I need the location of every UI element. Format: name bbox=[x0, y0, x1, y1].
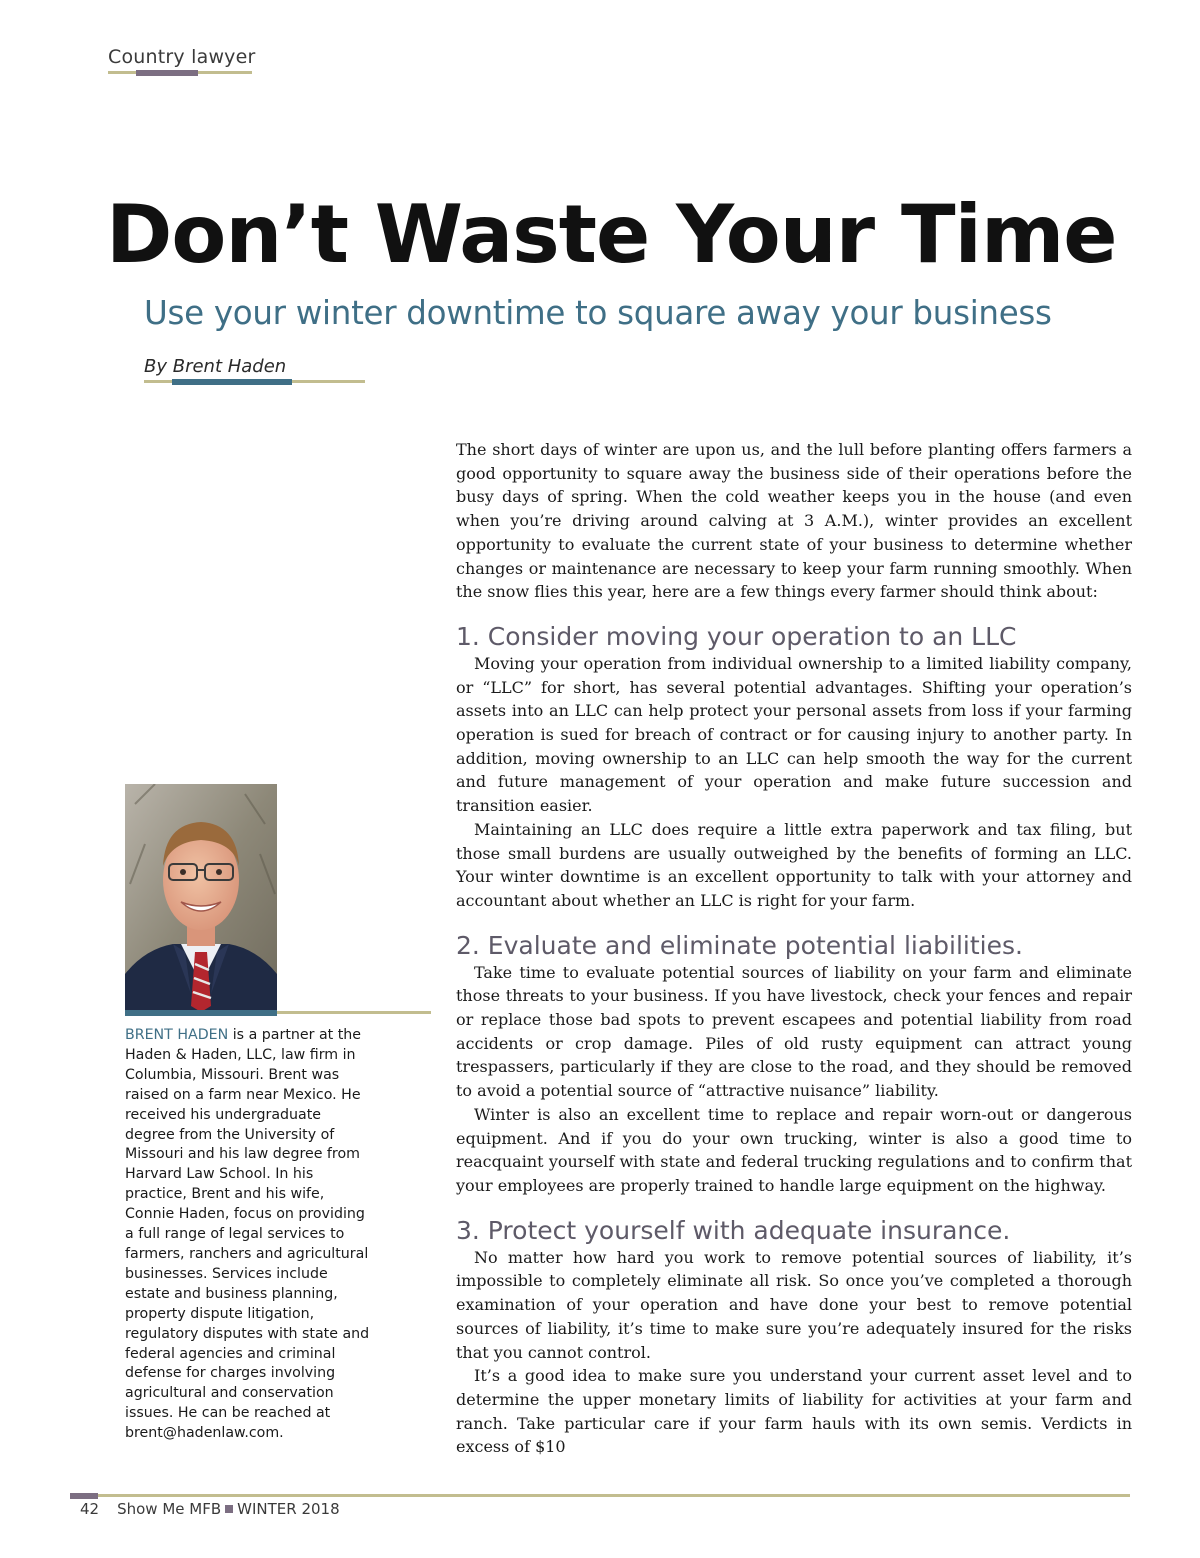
byline-rule-accent bbox=[172, 379, 292, 385]
byline: By Brent Haden bbox=[144, 356, 287, 377]
deck: Use your winter downtime to square away your business bbox=[144, 294, 1052, 332]
paragraph: Winter is also an excellent time to replace and repair worn-out or dangerous equipment. And if you do your own trucking, winter is also a good time to reacquaint yourself with state and federal trucking regulations and to confirm that your employees are properly trained to handle large equipment on the highway. bbox=[456, 1104, 1132, 1195]
section-label: Country lawyer bbox=[108, 46, 256, 68]
paragraph: Take time to evaluate potential sources of liability on your farm and eliminate those threats to your business. If you have livestock, check your fences and repair or replace those bad spots to prevent escapees and potential liability from road accidents or crop damage. Piles of old rusty equipment can attract young trespassers, particularly if they are close to the road, and they should be removed to avoid a potential source of “attractive nuisance” liability. bbox=[456, 962, 1132, 1101]
section-heading-liabilities: 2. Evaluate and eliminate potential liabilities. bbox=[456, 930, 1023, 960]
bio-text: is a partner at the Haden & Haden, LLC, law firm in Columbia, Missouri. Brent was raised on a farm near Mexico. He received his undergraduate degree from the University of Missouri and his law degree from Harvard Law School. In his practice, Brent and his wife, Connie Haden, focus on providing a full range of legal services to farmers, ranchers and agricultural businesses. Services include estate and business planning, property dispute litigation, regulatory disputes with state and federal agencies and criminal defense for charges involving agricultural and conservation issues. He can be reached at brent@hadenlaw.com. bbox=[125, 1027, 370, 1442]
section-heading-insurance: 3. Protect yourself with adequate insurance. bbox=[456, 1215, 1011, 1245]
paragraph: Moving your operation from individual ownership to a limited liability company, or “LLC” for short, has several potential advantages. Shifting your operation’s assets into an LLC can help protect your personal assets from loss if your farming operation is sued for breach of contract or for causing injury to another party. In addition, moving ownership to an LLC can help smooth the way for the current and future management of your operation and make future succession and transition easier. bbox=[456, 653, 1132, 816]
publication-name: Show Me MFB bbox=[117, 1500, 222, 1518]
section-heading-llc: 1. Consider moving your operation to an LLC bbox=[456, 621, 1017, 651]
separator-square-icon bbox=[225, 1505, 233, 1513]
footer-accent bbox=[70, 1493, 98, 1499]
section-rule-accent bbox=[136, 70, 198, 76]
author-bio bbox=[125, 1026, 375, 1444]
footer-rule bbox=[70, 1494, 1130, 1497]
paragraph: No matter how hard you work to remove potential sources of liability, it’s impossible to completely eliminate all risk. So once you’ve completed a thorough examination of your operation and have done your best to remove potential sources of liability, it’s time to make sure you’re adequately insured for the risks that you cannot control. bbox=[456, 1247, 1132, 1362]
issue-label: WINTER 2018 bbox=[237, 1500, 340, 1518]
author-photo bbox=[125, 784, 277, 1012]
paragraph: Maintaining an LLC does require a little extra paperwork and tax filing, but those small burdens are usually outweighed by the benefits of forming an LLC. Your winter downtime is an excellent opportunity to talk with your attorney and accountant about whether an LLC is right for your farm. bbox=[456, 819, 1132, 910]
paragraph: It’s a good idea to make sure you understand your current asset level and to determine the upper monetary limits of liability for activities at your farm and ranch. Take particular care if your farm hauls with its own semis. Verdicts in excess of $10 bbox=[456, 1366, 1132, 1457]
page-footer bbox=[80, 1500, 340, 1518]
intro-paragraph: The short days of winter are upon us, and the lull before planting offers farmers a good opportunity to square away the business side of their operations before the busy days of spring. When the cold weather keeps you in the house (and even when you’re driving around calving at 3 A.M.), winter provides an excellent opportunity to evaluate the current state of your business to determine whether changes or maintenance are necessary to keep your farm running smoothly. When the snow flies this year, here are a few things every farmer should think about: bbox=[456, 440, 1132, 602]
photo-rule-accent bbox=[125, 1010, 277, 1016]
headline: Don’t Waste Your Time bbox=[106, 188, 1117, 281]
bio-name: BRENT HADEN bbox=[125, 1027, 229, 1043]
article-body bbox=[456, 438, 1132, 1459]
page-number: 42 bbox=[80, 1500, 100, 1518]
